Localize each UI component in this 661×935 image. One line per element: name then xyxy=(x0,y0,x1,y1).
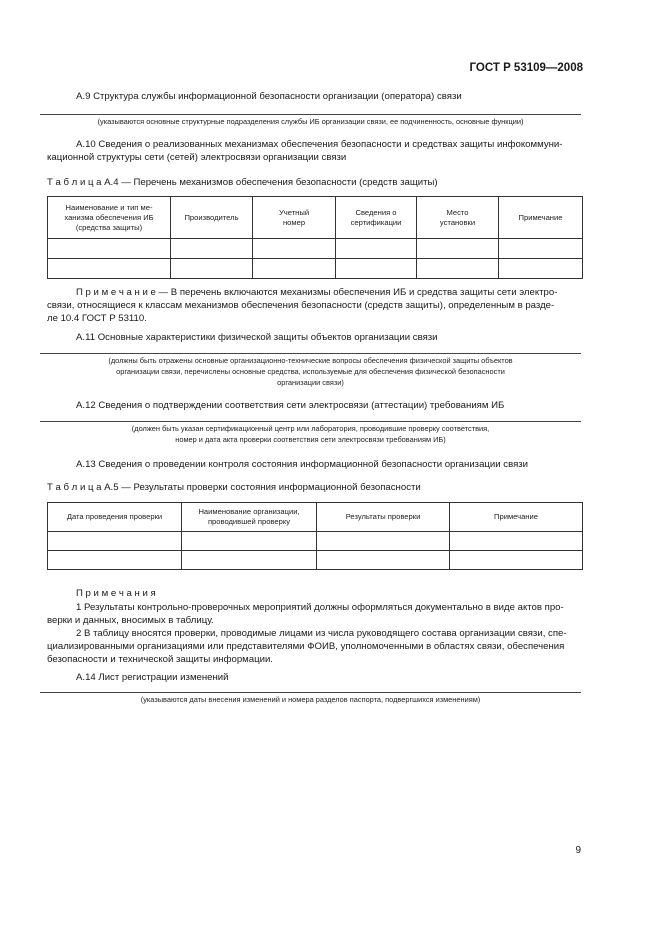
table-cell[interactable] xyxy=(253,239,336,259)
fill-line xyxy=(40,421,581,422)
section-a14-title: А.14 Лист регистрации изменений xyxy=(76,672,229,683)
table-a4 xyxy=(47,196,583,279)
section-a12-hint-1: (должен быть указан сертификационный центр или лаборатория, проводившие проверку соответствия, xyxy=(131,424,490,433)
header-results: Результаты проверки xyxy=(345,512,421,521)
column-header xyxy=(48,503,182,532)
header-note: Примечание xyxy=(494,512,538,521)
table-header-row xyxy=(48,197,583,239)
table-cell[interactable] xyxy=(317,551,450,570)
fill-line xyxy=(40,692,581,693)
table-cell[interactable] xyxy=(417,239,499,259)
table-cell[interactable] xyxy=(336,259,417,279)
column-header xyxy=(253,197,336,239)
section-a9-title: А.9 Структура службы информационной безопасности организации (оператора) связи xyxy=(76,91,462,102)
note-2-line2: циализированными организациями или представителями ФОИВ, уполномоченными в областях связи, обеспечения xyxy=(47,641,565,652)
table-cell[interactable] xyxy=(336,239,417,259)
table-cell[interactable] xyxy=(171,239,253,259)
table-a5-caption xyxy=(47,481,421,495)
table-row xyxy=(48,259,583,279)
note-2-line1: 2 В таблицу вносятся проверки, проводимые лицами из числа руководящего состава организации связи, спе- xyxy=(76,628,567,639)
header-check-date: Дата проведения проверки xyxy=(66,512,163,521)
section-a11-hint-3: организации связи) xyxy=(277,378,344,387)
column-header xyxy=(417,197,499,239)
table-cell[interactable] xyxy=(499,239,583,259)
section-a11-hint-1: (должны быть отражены основные организационно-технические вопросы обеспечения физической защиты объектов xyxy=(108,356,513,365)
header-certification: Сведения о сертификации xyxy=(350,207,402,227)
column-header xyxy=(48,197,171,239)
header-organization: Наименование организации, проводившей проверку xyxy=(198,507,300,526)
table-cell[interactable] xyxy=(417,259,499,279)
note-text: — В перечень включаются механизмы обеспечения ИБ и средства защиты сети электро- xyxy=(155,287,558,298)
header-manufacturer: Производитель xyxy=(184,212,239,222)
note-2-line3: безопасности и технической защиты информации. xyxy=(47,654,273,665)
table-cell[interactable] xyxy=(48,239,171,259)
table-cell[interactable] xyxy=(253,259,336,279)
table-cell[interactable] xyxy=(48,551,182,570)
table-caption-prefix: Т а б л и ц а xyxy=(47,177,102,188)
table-caption-prefix: Т а б л и ц а xyxy=(47,482,102,493)
table-cell[interactable] xyxy=(182,551,317,570)
section-a12-title: А.12 Сведения о подтверждении соответствия сети электросвязи (аттестации) требованиям ИБ xyxy=(76,400,505,411)
section-a9-hint: (указываются основные структурные подразделения службы ИБ организации связи, ее подчиненность, основные функции) xyxy=(97,117,524,126)
column-header xyxy=(317,503,450,532)
table-cell[interactable] xyxy=(48,532,182,551)
table-a5 xyxy=(47,502,583,570)
page-number: 9 xyxy=(575,845,581,856)
table-cell[interactable] xyxy=(171,259,253,279)
note-1-line1: 1 Результаты контрольно-проверочных мероприятий должны оформляться документально в виде актов про- xyxy=(76,602,564,613)
table-a4-caption xyxy=(47,176,438,190)
table-row xyxy=(48,532,583,551)
standard-number: ГОСТ Р 53109—2008 xyxy=(469,62,583,74)
section-a14-hint: (указываются даты внесения изменений и номера разделов паспорта, подвергшихся изменениям) xyxy=(140,695,481,704)
table-cell[interactable] xyxy=(450,532,583,551)
notes-title: П р и м е ч а н и я xyxy=(76,588,156,599)
section-a11-title: А.11 Основные характеристики физической защиты объектов организации связи xyxy=(76,332,438,343)
section-a11-hint-2: организации связи, перечислены основные средства, используемые для обеспечения физической безопасности xyxy=(116,367,505,376)
table-header-row xyxy=(48,503,583,532)
header-location: Место установки xyxy=(439,207,476,227)
section-a13-title: А.13 Сведения о проведении контроля состояния информационной безопасности организации связи xyxy=(76,459,529,470)
column-header xyxy=(336,197,417,239)
table-row xyxy=(48,551,583,570)
column-header xyxy=(182,503,317,532)
fill-line xyxy=(40,353,581,354)
table-caption-text: А.5 — Результаты проверки состояния информационной безопасности xyxy=(104,482,421,493)
section-a12-hint-2: номер и дата акта проверки соответствия сети электросвязи требованиям ИБ) xyxy=(175,435,446,444)
note-prefix: П р и м е ч а н и е xyxy=(76,287,156,298)
table-caption-text: А.4 — Перечень механизмов обеспечения безопасности (средств защиты) xyxy=(104,177,438,188)
table-row xyxy=(48,239,583,259)
table-cell[interactable] xyxy=(48,259,171,279)
header-account-number: Учетный номер xyxy=(278,207,310,227)
column-header xyxy=(499,197,583,239)
column-header xyxy=(450,503,583,532)
column-header xyxy=(171,197,253,239)
table-a4-note-line1 xyxy=(76,286,557,300)
table-cell[interactable] xyxy=(499,259,583,279)
header-note: Примечание xyxy=(518,212,563,222)
note-1-line2: верки и данных, вносимых в таблицу. xyxy=(47,615,214,626)
header-mechanism: Наименование и тип ме- ханизма обеспечения ИБ (средства защиты) xyxy=(64,202,154,232)
table-cell[interactable] xyxy=(317,532,450,551)
fill-line xyxy=(40,114,581,115)
section-a10-line1: А.10 Сведения о реализованных механизмах обеспечения безопасности и средствах защиты инфокоммуни- xyxy=(76,139,563,150)
table-cell[interactable] xyxy=(450,551,583,570)
table-cell[interactable] xyxy=(182,532,317,551)
table-a4-note-line3: ле 10.4 ГОСТ Р 53110. xyxy=(47,313,147,324)
table-a4-note-line2: связи, относящиеся к классам механизмов обеспечения безопасности (средств защиты), определенным в разде- xyxy=(47,300,555,311)
section-a10-line2: кационной структуры сети (сетей) электросвязи организации связи xyxy=(47,152,347,163)
